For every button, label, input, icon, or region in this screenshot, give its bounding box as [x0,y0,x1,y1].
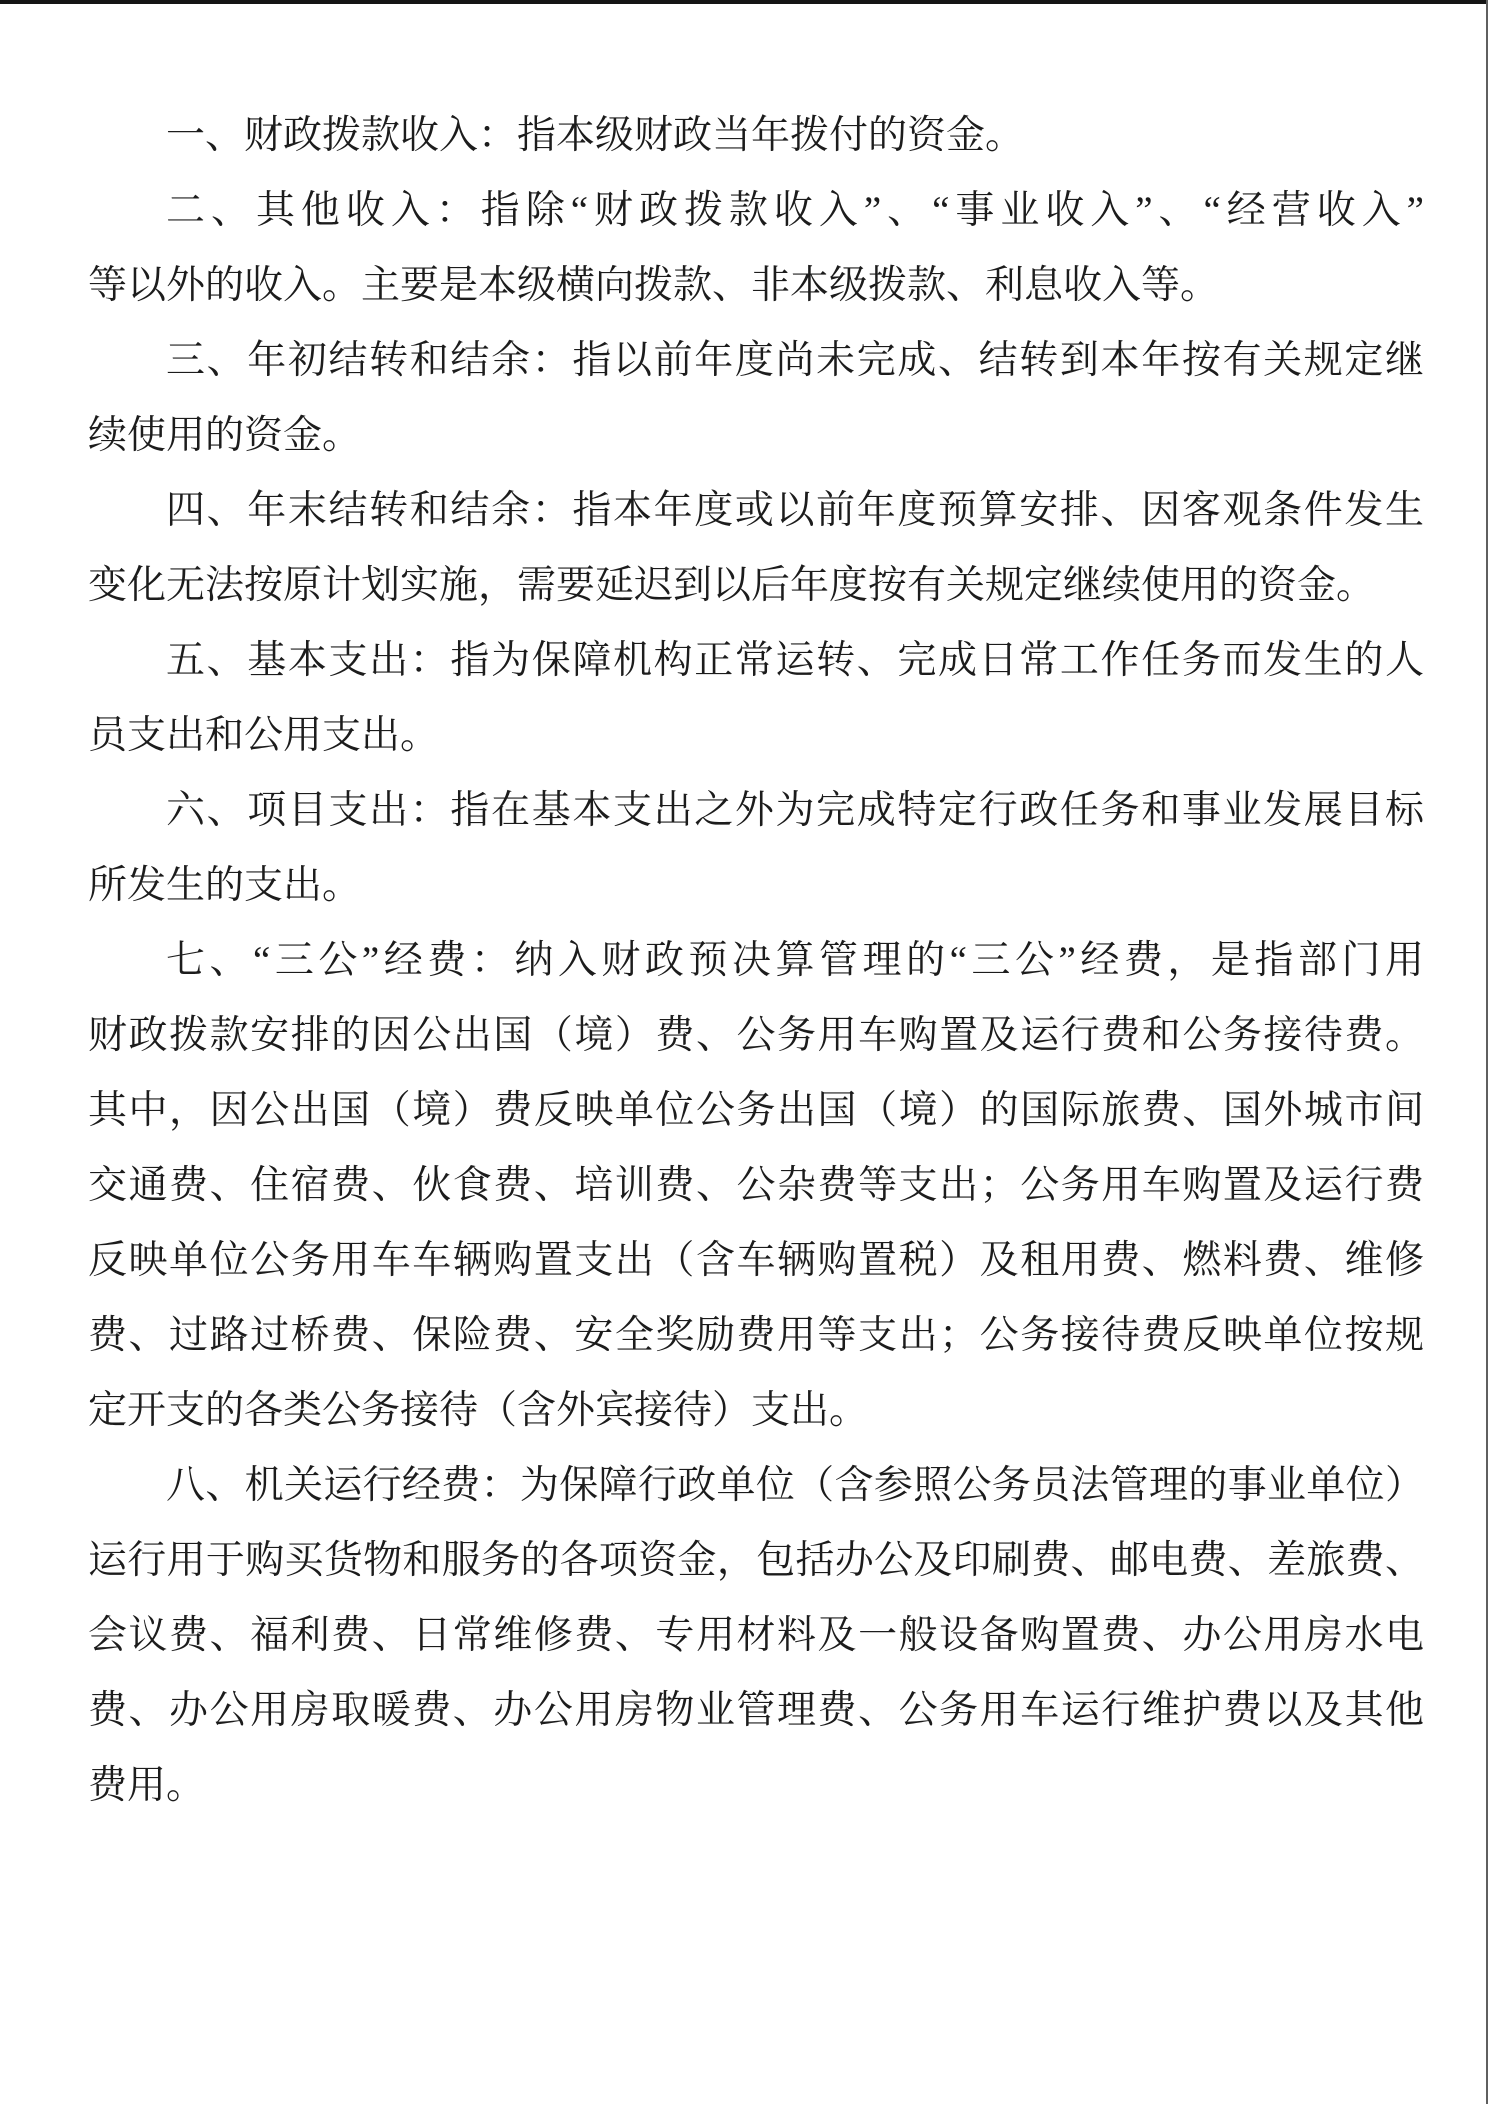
paragraph-term-3 [88,323,1424,473]
text-line: 运行用于购买货物和服务的各项资金，包括办公及印刷费、邮电费、差旅费、 [88,1539,1424,1582]
text-line: 七、“三公”经费：纳入财政预决算管理的“三公”经费，是指部门用 [166,939,1424,982]
paragraph-term-6 [88,773,1424,923]
text-line: 费用。 [88,1764,206,1807]
text-line: 三、年初结转和结余：指以前年度尚未完成、结转到本年按有关规定继 [166,339,1424,382]
text-line: 五、基本支出：指为保障机构正常运转、完成日常工作任务而发生的人 [166,639,1424,682]
paragraph-term-2 [88,173,1424,323]
text-line: 会议费、福利费、日常维修费、专用材料及一般设备购置费、办公用房水电 [88,1614,1424,1657]
paragraph-term-8 [88,1448,1424,1823]
text-line: 八、机关运行经费：为保障行政单位（含参照公务员法管理的事业单位） [166,1464,1424,1507]
text-line: 一、财政拨款收入：指本级财政当年拨付的资金。 [166,114,1025,157]
text-line: 费、办公用房取暖费、办公用房物业管理费、公务用车运行维护费以及其他 [88,1689,1424,1732]
text-line: 续使用的资金。 [88,414,362,457]
text-line: 员支出和公用支出。 [88,714,440,757]
text-line: 财政拨款安排的因公出国（境）费、公务用车购置及运行费和公务接待费。 [88,1014,1424,1057]
paragraph-term-5 [88,623,1424,773]
text-line: 定开支的各类公务接待（含外宾接待）支出。 [88,1389,869,1432]
paragraph-term-4 [88,473,1424,623]
text-line: 其中，因公出国（境）费反映单位公务出国（境）的国际旅费、国外城市间 [88,1089,1424,1132]
paragraph-term-7 [88,923,1424,1448]
document-content [88,98,1424,1823]
text-line: 交通费、住宿费、伙食费、培训费、公杂费等支出；公务用车购置及运行费 [88,1164,1424,1207]
paragraph-term-1 [88,98,1424,173]
text-line: 变化无法按原计划实施，需要延迟到以后年度按有关规定继续使用的资金。 [88,564,1376,607]
text-line: 六、项目支出：指在基本支出之外为完成特定行政任务和事业发展目标 [166,789,1424,832]
text-line: 反映单位公务用车车辆购置支出（含车辆购置税）及租用费、燃料费、维修 [88,1239,1424,1282]
text-line: 所发生的支出。 [88,864,362,907]
page-top-border [0,0,1488,4]
text-line: 费、过路过桥费、保险费、安全奖励费用等支出；公务接待费反映单位按规 [88,1314,1424,1357]
text-line: 四、年末结转和结余：指本年度或以前年度预算安排、因客观条件发生 [166,489,1424,532]
text-line: 等以外的收入。主要是本级横向拨款、非本级拨款、利息收入等。 [88,264,1220,307]
text-line: 二、其他收入：指除“财政拨款收入”、“事业收入”、“经营收入” [166,189,1424,232]
